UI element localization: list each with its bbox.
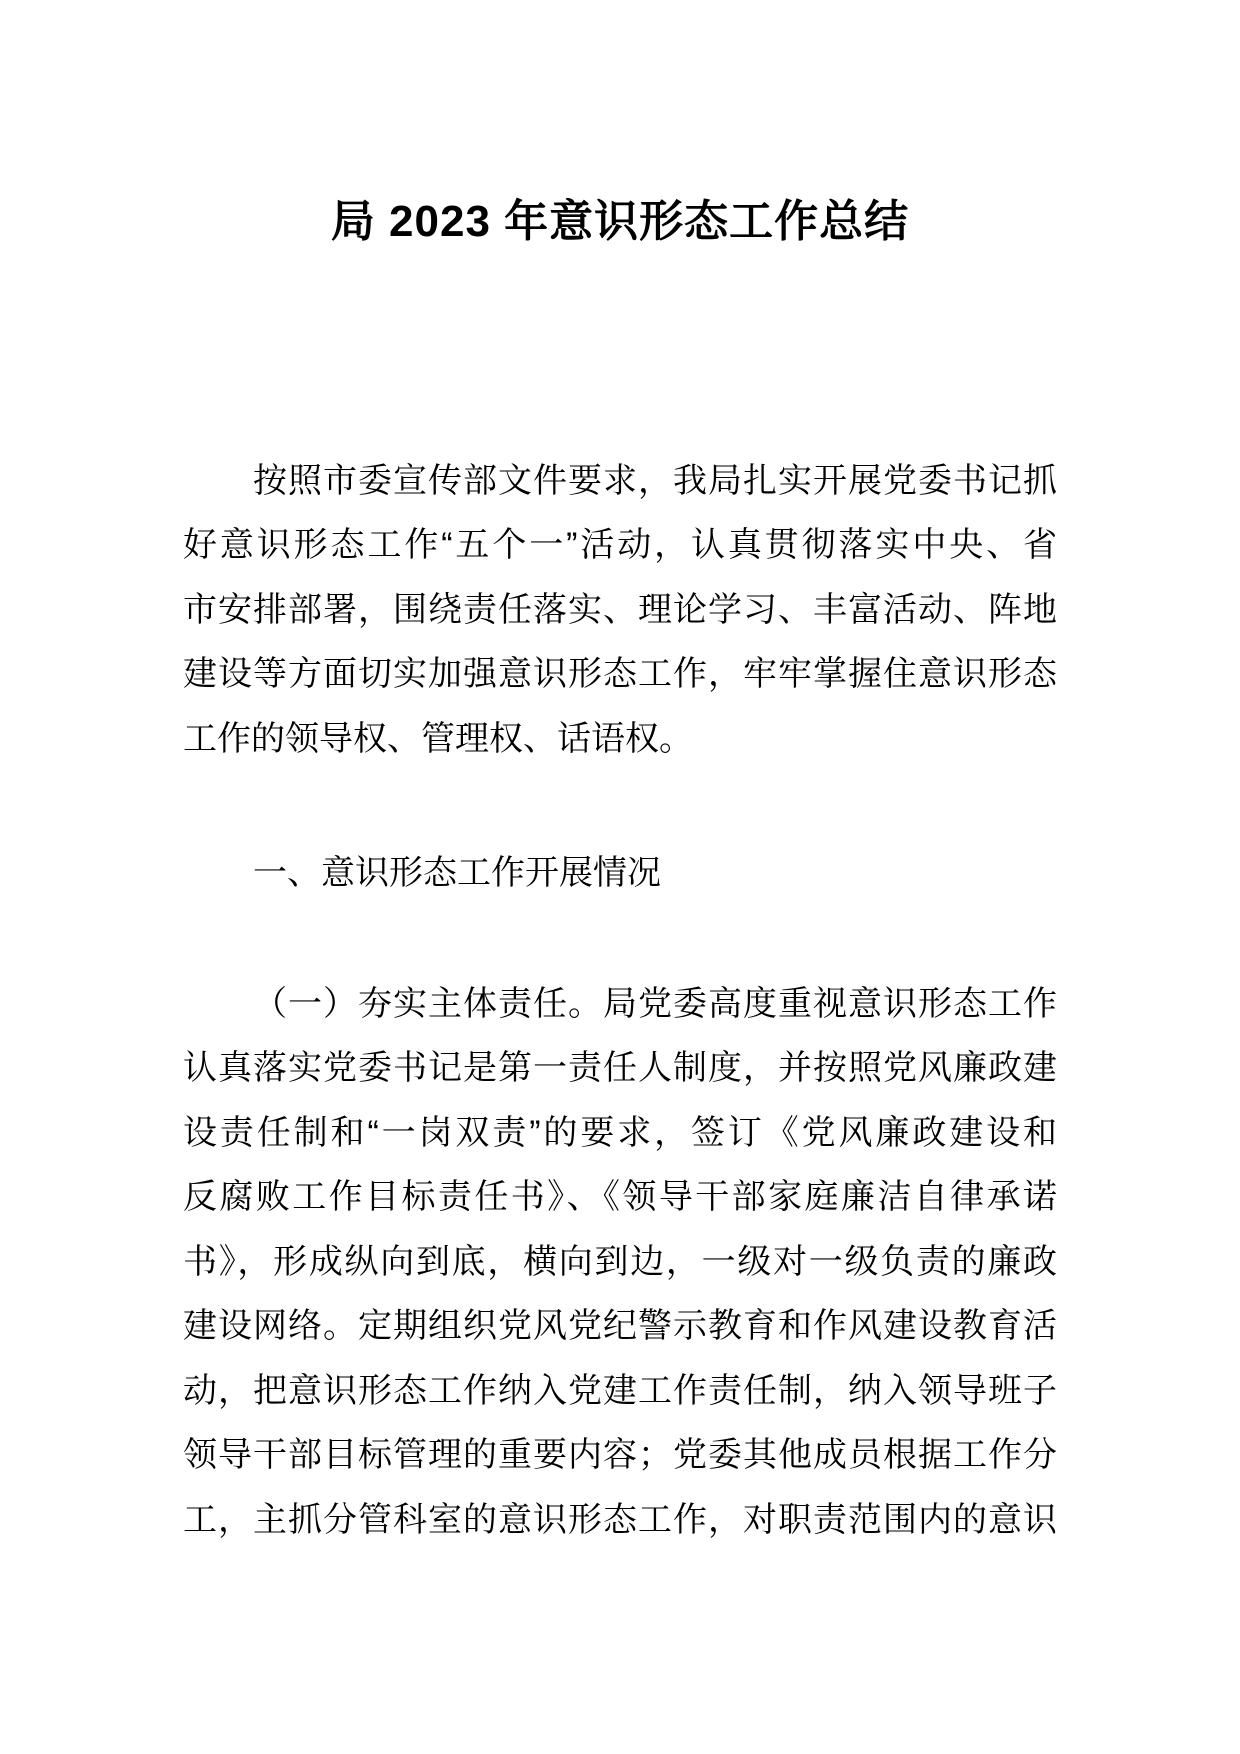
body-line: 动，把意识形态工作纳入党建工作责任制，纳入领导班子 xyxy=(183,1371,1057,1410)
section-1-heading: 一、意识形态工作开展情况 xyxy=(253,854,661,893)
intro-line: 工作的领导权、管理权、话语权。 xyxy=(183,719,693,758)
body-line: 书》，形成纵向到底，横向到边，一级对一级负责的廉政 xyxy=(183,1242,1057,1281)
intro-line: 按照市委宣传部文件要求，我局扎实开展党委书记抓 xyxy=(253,461,1057,500)
body-line: 领导干部目标管理的重要内容；党委其他成员根据工作分 xyxy=(183,1436,1057,1475)
intro-line: 好意识形态工作“五个一”活动，认真贯彻落实中央、省 xyxy=(183,526,1057,565)
intro-line: 建设等方面切实加强意识形态工作，牢牢掌握住意识形态 xyxy=(183,655,1057,694)
body-line: 工，主抓分管科室的意识形态工作，对职责范围内的意识 xyxy=(183,1500,1057,1539)
intro-line: 市安排部署，围绕责任落实、理论学习、丰富活动、阵地 xyxy=(183,590,1057,629)
body-line: 设责任制和“一岗双责”的要求，签订《党风廉政建设和 xyxy=(183,1113,1057,1152)
section-1-paragraph xyxy=(183,972,1057,1553)
body-line: 反腐败工作目标责任书》、《领导干部家庭廉洁自律承诺 xyxy=(183,1178,1057,1217)
body-line: 建设网络。定期组织党风党纪警示教育和作风建设教育活 xyxy=(183,1307,1057,1346)
body-line: （一）夯实主体责任。局党委高度重视意识形态工作 xyxy=(253,984,1057,1023)
body-line: 认真落实党委书记是第一责任人制度，并按照党风廉政建 xyxy=(183,1049,1057,1088)
document-title: 局 2023 年意识形态工作总结 xyxy=(330,197,910,246)
intro-paragraph xyxy=(183,449,1057,772)
